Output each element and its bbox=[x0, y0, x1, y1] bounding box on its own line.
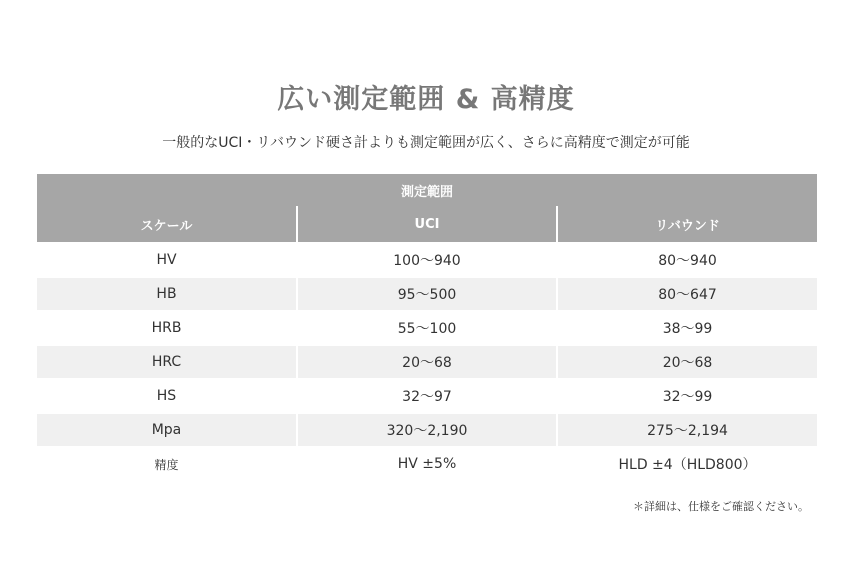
table-cell-uci: 55～100 bbox=[297, 311, 557, 345]
table-cell-uci: HV ±5% bbox=[297, 447, 557, 480]
table-cell-scale: HS bbox=[37, 379, 297, 413]
table-cell-rebound: 80～940 bbox=[557, 243, 817, 277]
lead-text: 一般的なUCI・リバウンド硬さ計よりも測定範囲が広く、さらに高精度で測定が可能 bbox=[162, 135, 690, 151]
table-cell-rebound: 32～99 bbox=[557, 379, 817, 413]
table-cell-scale: HRC bbox=[37, 345, 297, 379]
table-row bbox=[37, 243, 817, 277]
column-header-scale: スケール bbox=[37, 206, 297, 243]
table-cell-scale: 精度 bbox=[37, 447, 297, 480]
table-cell-rebound: 80～647 bbox=[557, 277, 817, 311]
table-row bbox=[37, 277, 817, 311]
table-cell-uci: 32～97 bbox=[297, 379, 557, 413]
table-cell-rebound: 20～68 bbox=[557, 345, 817, 379]
column-header-rebound: リバウンド bbox=[557, 206, 817, 243]
measurement-range-table bbox=[37, 174, 817, 480]
table-cell-scale: HB bbox=[37, 277, 297, 311]
table-cell-rebound: 275～2,194 bbox=[557, 413, 817, 447]
table-cell-uci: 95～500 bbox=[297, 277, 557, 311]
table-row bbox=[37, 447, 817, 480]
table-cell-uci: 20～68 bbox=[297, 345, 557, 379]
table-group-header-row bbox=[37, 174, 817, 206]
table-row bbox=[37, 345, 817, 379]
table-cell-rebound: HLD ±4（HLD800） bbox=[557, 447, 817, 480]
table-cell-scale: HV bbox=[37, 243, 297, 277]
table-cell-scale: Mpa bbox=[37, 413, 297, 447]
column-header-uci: UCI bbox=[297, 206, 557, 243]
footnote: ＊詳細は、仕様をご確認ください。 bbox=[633, 500, 809, 513]
table-cell-uci: 100～940 bbox=[297, 243, 557, 277]
table-cell-rebound: 38～99 bbox=[557, 311, 817, 345]
table-cell-uci: 320～2,190 bbox=[297, 413, 557, 447]
table-cell-scale: HRB bbox=[37, 311, 297, 345]
page-title: 広い測定範囲 & 高精度 bbox=[277, 84, 575, 116]
table-column-header-row bbox=[37, 206, 817, 243]
table-row bbox=[37, 413, 817, 447]
table-row bbox=[37, 311, 817, 345]
group-header-measurement-range: 測定範囲 bbox=[37, 174, 817, 206]
table-row bbox=[37, 379, 817, 413]
